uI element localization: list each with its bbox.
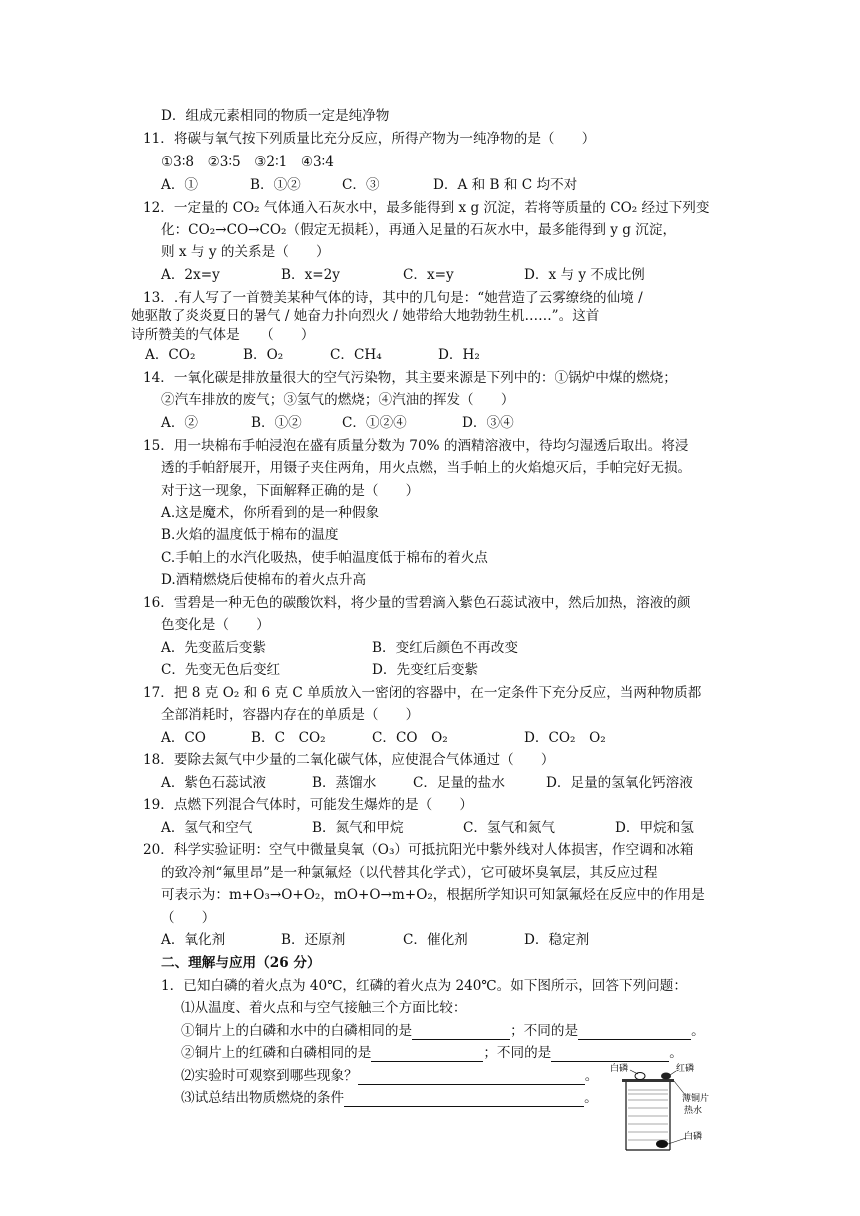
q19-option-d: D．甲烷和氢 [615,820,694,836]
q11-option-a: A．① [161,177,199,193]
label-white-phosphorus-bottom: 白磷 [684,1132,703,1142]
p1-sub3-text: ⑶试总结出物质燃烧的条件 [181,1090,345,1106]
q18-stem: 18．要除去氮气中少量的二氧化碳气体，应使混合气体通过（ ） [143,752,555,768]
p1-item1-text-b: ；不同的是 [510,1023,579,1039]
answer-blank-3[interactable] [371,1047,483,1062]
q15-option-a: A.这是魔术，你所看到的是一种假象 [161,505,380,521]
q19-stem: 19．点燃下列混合气体时，可能发生爆炸的是（ ） [143,797,473,813]
label-white-phosphorus-top: 白磷 [610,1064,629,1074]
q20-stem-3: 可表示为：m+O₃→O+O₂，mO+O→m+O₂，根据所学知识可知氯氟烃在反应中的作用是 [161,887,705,903]
q14-stem-1: 14．一氧化碳是排放量很大的空气污染物，其主要来源是下列中的：①锅炉中煤的燃烧； [143,370,677,386]
q19-option-c: C．氢气和氮气 [463,820,555,836]
p1-item2-text-c: 。 [669,1045,683,1061]
q15-option-c: C.手帕上的水汽化吸热，使手帕温度低于棉布的着火点 [161,550,488,566]
white-phosphorus-bottom [656,1140,668,1148]
q13-option-d: D．H₂ [438,347,480,363]
label-copper-sheet: 薄铜片 [682,1094,710,1104]
q14-option-b: B．①② [251,415,302,431]
q15-stem-1: 15．用一块棉布手帕浸泡在盛有质量分数为 70% 的酒精溶液中，待均匀湿透后取出。将浸 [143,438,689,454]
q13-stem-1: 13．.有人写了一首赞美某种气体的诗，其中的几句是：“她营造了云雾缭绕的仙境 / [143,290,643,306]
p1-item1-text-c: 。 [691,1023,705,1039]
q11-ratios: ①3∶8 ②3∶5 ③2∶1 ④3∶4 [161,154,334,170]
q17-stem-2: 全部消耗时，容器内存在的单质是（ ） [161,707,420,723]
q11-option-d: D．A 和 B 和 C 均不对 [433,177,578,193]
q17-option-c: C．CO O₂ [372,730,448,746]
p1-item1-text-a: ①铜片上的白磷和水中的白磷相同的是 [181,1023,413,1039]
q18-option-a: A．紫色石蕊试液 [161,775,266,791]
p1-item2-text-a: ②铜片上的红磷和白磷相同的是 [181,1045,372,1061]
q16-stem-2: 色变化是（ ） [161,617,270,633]
q16-stem-1: 16．雪碧是一种无色的碳酸饮料，将少量的雪碧滴入紫色石蕊试液中，然后加热，溶液的颜 [143,595,691,611]
q18-option-d: D．足量的氢氧化钙溶液 [546,775,693,791]
p1-sub2-text: ⑵实验时可观察到哪些现象？ [181,1068,358,1084]
q14-stem-2: ②汽车排放的废气；③氢气的燃烧；④汽油的挥发（ ） [161,392,515,408]
q20-stem-1: 20．科学实验证明：空气中微量臭氧（O₃）可抵抗阳光中紫外线对人体损害，作空调和冰箱 [143,842,694,858]
q18-option-b: B．蒸馏水 [312,775,377,791]
phosphorus-combustion-figure [600,1060,712,1160]
q12-option-d: D．x 与 y 不成比例 [524,267,645,283]
q13-stem-3: 诗所赞美的气体是 （ ） [131,327,315,343]
p1-sub2: ⑵实验时可观察到哪些现象？ 。 [181,1068,599,1084]
q15-stem-3: 对于这一现象，下面解释正确的是（ ） [161,483,420,499]
q10-option-d: D．组成元素相同的物质一定是纯净物 [161,108,390,124]
q12-stem-3: 则 x 与 y 的关系是（ ） [161,244,330,260]
q12-stem-2: 化：CO₂→CO→CO₂（假定无损耗），再通入足量的石灰水中，最多能得到 y g 沉淀， [161,222,677,238]
q19-option-b: B．氮气和甲烷 [312,820,404,836]
q14-option-d: D．③④ [462,415,514,431]
red-phosphorus [661,1073,671,1080]
q13-option-b: B．O₂ [243,347,284,363]
p1-sub3: ⑶试总结出物质燃烧的条件 。 [181,1090,598,1106]
q15-option-d: D.酒精燃烧后使棉布的着火点升高 [161,572,367,588]
answer-blank-6[interactable] [344,1092,584,1107]
q15-option-b: B.火焰的温度低于棉布的温度 [161,527,339,543]
p1-item2-text-b: ；不同的是 [483,1045,552,1061]
q16-option-b: B．变红后颜色不再改变 [372,640,518,656]
q15-stem-2: 透的手帕舒展开，用镊子夹住两角，用火点燃，当手帕上的火焰熄灭后，手帕完好无损。 [161,460,692,476]
q11-option-c: C．③ [342,177,380,193]
label-red-phosphorus: 红磷 [676,1064,695,1074]
section-2-heading: 二、理解与应用（26 分） [161,955,321,971]
q20-option-c: C．催化剂 [403,932,468,948]
q20-option-d: D．稳定剂 [524,932,590,948]
q13-option-c: C．CH₄ [330,347,382,363]
q16-option-a: A．先变蓝后变紫 [161,640,266,656]
q14-option-a: A．② [161,415,199,431]
q16-option-d: D．先变红后变紫 [372,662,479,678]
p1-sub1-item1 [181,1022,705,1040]
answer-blank-1[interactable] [412,1025,510,1040]
answer-blank-2[interactable] [578,1025,691,1040]
q14-option-c: C．①②④ [342,415,407,431]
q17-stem-1: 17．把 8 克 O₂ 和 6 克 C 单质放入一密闭的容器中，在一定条件下充分反应，当两种物质都 [143,685,702,701]
q12-option-b: B．x=2y [281,267,340,283]
q11-stem: 11．将碳与氧气按下列质量比充分反应，所得产物为一纯净物的是（ ） [143,131,596,147]
q20-option-a: A．氧化剂 [161,932,226,948]
q11-option-b: B．①② [250,177,301,193]
q17-option-a: A．CO [161,730,206,746]
p1-stem: 1．已知白磷的着火点为 40℃，红磷的着火点为 240℃。如下图所示，回答下列问题： [161,978,687,994]
q12-stem-1: 12．一定量的 CO₂ 气体通入石灰水中，最多能得到 x g 沉淀，若将等质量的 CO₂ 经过下列变 [143,200,710,216]
q16-option-c: C．先变无色后变红 [161,662,281,678]
q12-option-a: A．2x=y [161,267,220,283]
q12-option-c: C．x=y [403,267,454,283]
q17-option-b: B．C CO₂ [251,730,326,746]
q20-option-b: B．还原剂 [281,932,346,948]
p1-sub1: ⑴从温度、着火点和与空气接触三个方面比较： [181,1000,467,1016]
q13-stem-2: 她驱散了炎炎夏日的暑气 / 她奋力扑向烈火 / 她带给大地勃勃生机……”。这首 [131,308,600,324]
q20-stem-4: （ ） [161,910,216,926]
answer-blank-5[interactable] [358,1070,585,1085]
q19-option-a: A．氢气和空气 [161,820,253,836]
q17-option-d: D．CO₂ O₂ [524,730,606,746]
hot-water-hatching [628,1090,668,1140]
q18-option-c: C．足量的盐水 [413,775,505,791]
q20-stem-2: 的致冷剂“氟里昂”是一种氯氟烃（以代替其化学式），它可破坏臭氧层，其反应过程 [161,865,658,881]
q13-option-a: A．CO₂ [145,347,196,363]
label-hot-water: 热水 [684,1106,703,1116]
